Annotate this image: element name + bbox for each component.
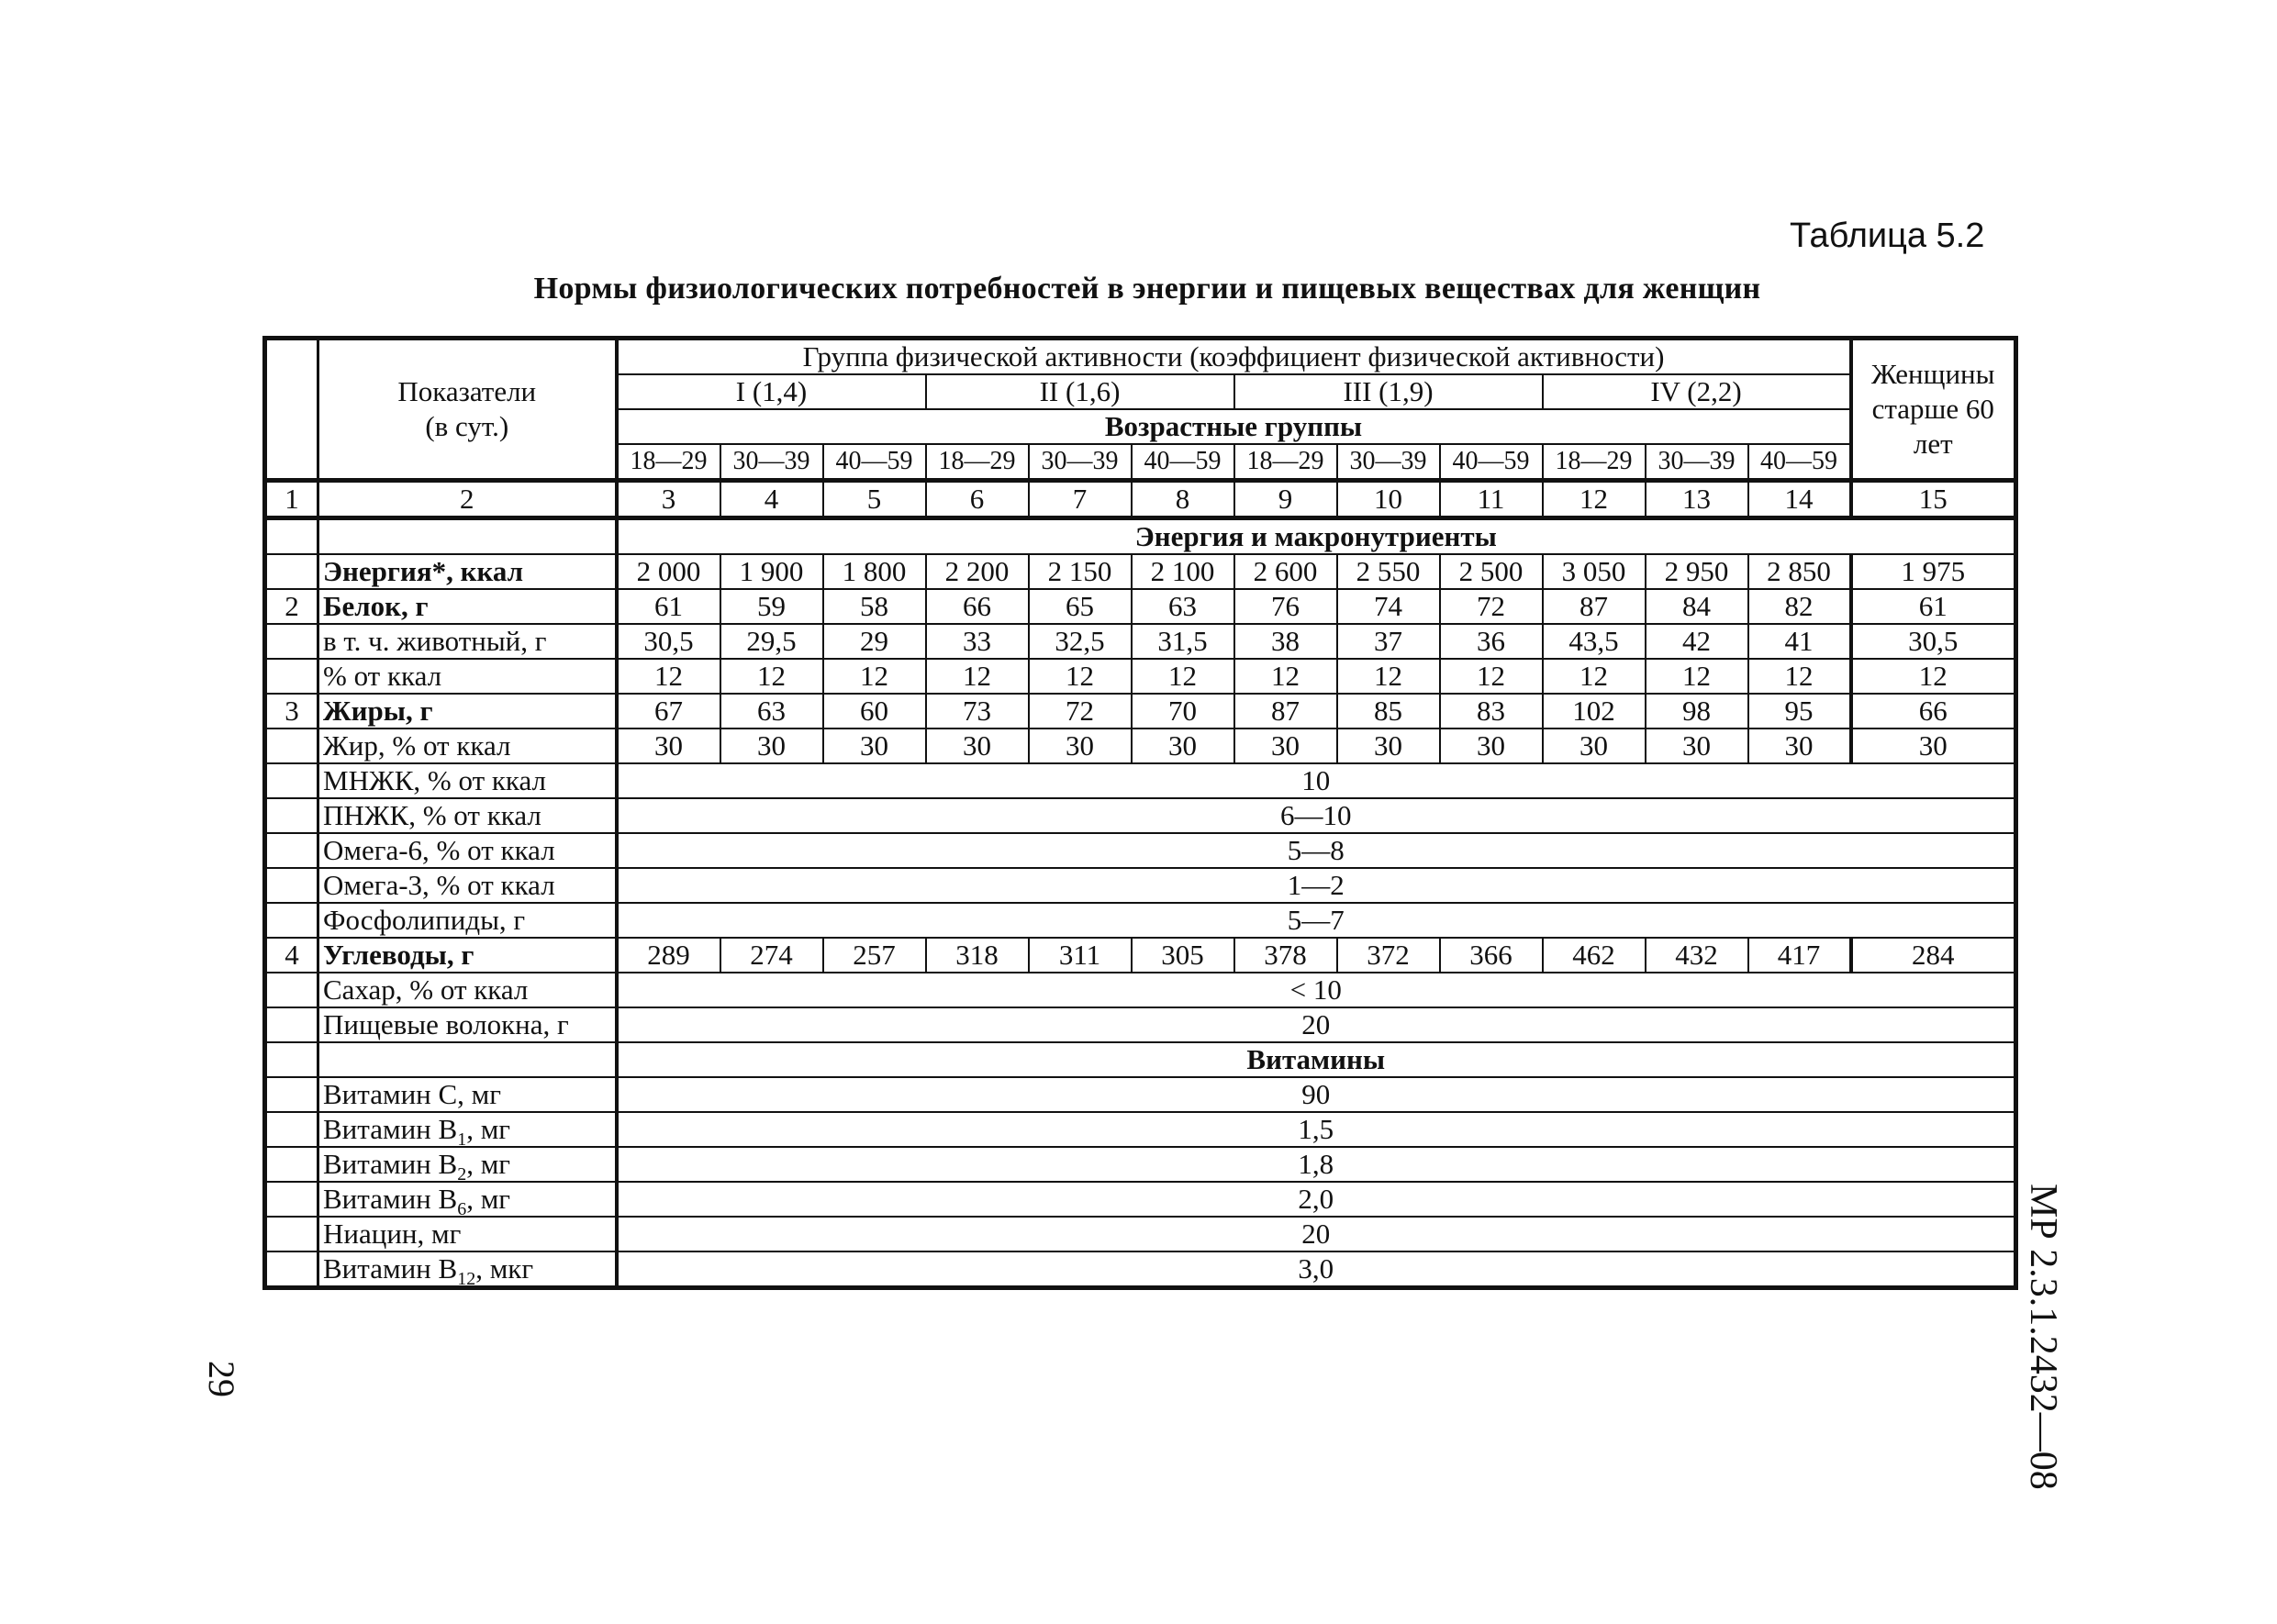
- value-cell: 32,5: [1029, 624, 1132, 659]
- table-row: [265, 973, 2016, 1007]
- value-cell: 12: [1029, 659, 1132, 694]
- value-cell: 95: [1748, 694, 1851, 729]
- row-number: 3: [265, 694, 318, 729]
- row-number: [265, 1251, 318, 1288]
- merged-value-cell: 10: [617, 763, 2016, 798]
- vitamin-label: [318, 1182, 617, 1217]
- column-number-cell: 8: [1132, 481, 1234, 518]
- age-group-cell: 40—59: [823, 444, 926, 481]
- column-number-cell: 2: [318, 481, 617, 518]
- row-label: Омега-6, % от ккал: [318, 833, 617, 868]
- value-cell: 2 950: [1646, 554, 1748, 589]
- table-row: [265, 903, 2016, 938]
- indicator-header: [318, 339, 617, 481]
- value-cell: 87: [1234, 694, 1337, 729]
- value-cell: 2 000: [617, 554, 720, 589]
- norms-table: [262, 336, 2018, 1290]
- section-row: [265, 1042, 2016, 1077]
- value-cell: 72: [1029, 694, 1132, 729]
- value-cell: 84: [1646, 589, 1748, 624]
- vitamin-name: Витамин В: [323, 1113, 458, 1145]
- value-cell: 12: [720, 659, 823, 694]
- value-cell: 2 550: [1337, 554, 1440, 589]
- table-row: [265, 798, 2016, 833]
- value-cell: 30: [1543, 729, 1646, 763]
- value-cell: 30: [617, 729, 720, 763]
- header-num-cell: [265, 339, 318, 481]
- value-cell: 102: [1543, 694, 1646, 729]
- column-number-cell: 15: [1851, 481, 2016, 518]
- value-cell: 74: [1337, 589, 1440, 624]
- activity-group-header: Группа физической активности (коэффициент физической активности): [617, 339, 1851, 375]
- table-row: [265, 1251, 2016, 1288]
- value-cell: 417: [1748, 938, 1851, 973]
- value-cell: 36: [1440, 624, 1543, 659]
- value-cell: 30: [1748, 729, 1851, 763]
- value-cell: 30: [1851, 729, 2016, 763]
- table-row: [265, 729, 2016, 763]
- value-cell: 12: [1851, 659, 2016, 694]
- row-label: Жир, % от ккал: [318, 729, 617, 763]
- value-cell: 66: [1851, 694, 2016, 729]
- value-cell: 30: [926, 729, 1029, 763]
- merged-value-cell: 1,8: [617, 1147, 2016, 1182]
- value-cell: 12: [1337, 659, 1440, 694]
- row-number: [265, 659, 318, 694]
- row-number: [265, 798, 318, 833]
- row-label-cell: [318, 1042, 617, 1077]
- value-cell: 83: [1440, 694, 1543, 729]
- value-cell: 63: [1132, 589, 1234, 624]
- vitamin-name: Витамин В: [323, 1252, 458, 1285]
- merged-value-cell: 5—7: [617, 903, 2016, 938]
- column-number-cell: 14: [1748, 481, 1851, 518]
- column-number-cell: 6: [926, 481, 1029, 518]
- row-label: ПНЖК, % от ккал: [318, 798, 617, 833]
- value-cell: 1 975: [1851, 554, 2016, 589]
- row-label: Фосфолипиды, г: [318, 903, 617, 938]
- group-header-2: II (1,6): [926, 374, 1234, 409]
- row-number: [265, 1147, 318, 1182]
- value-cell: 432: [1646, 938, 1748, 973]
- document-code: МР 2.3.1.2432—08: [2022, 1184, 2064, 1490]
- vitamin-name: Витамин С, мг: [323, 1078, 502, 1110]
- value-cell: 37: [1337, 624, 1440, 659]
- column-number-cell: 12: [1543, 481, 1646, 518]
- value-cell: 59: [720, 589, 823, 624]
- column-number-cell: 10: [1337, 481, 1440, 518]
- value-cell: 372: [1337, 938, 1440, 973]
- vitamin-label: [318, 1217, 617, 1251]
- value-cell: 2 150: [1029, 554, 1132, 589]
- row-number: [265, 1007, 318, 1042]
- row-num-cell: [265, 518, 318, 555]
- value-cell: 2 850: [1748, 554, 1851, 589]
- value-cell: 12: [1748, 659, 1851, 694]
- value-cell: 12: [1132, 659, 1234, 694]
- merged-value-cell: 2,0: [617, 1182, 2016, 1217]
- row-label: Жиры, г: [318, 694, 617, 729]
- value-cell: 82: [1748, 589, 1851, 624]
- value-cell: 98: [1646, 694, 1748, 729]
- vitamin-subscript: 2: [457, 1164, 467, 1182]
- value-cell: 30: [823, 729, 926, 763]
- value-cell: 366: [1440, 938, 1543, 973]
- value-cell: 67: [617, 694, 720, 729]
- age-group-cell: 40—59: [1440, 444, 1543, 481]
- table-row: [265, 763, 2016, 798]
- section-title: Витамины: [617, 1042, 2016, 1077]
- value-cell: 274: [720, 938, 823, 973]
- value-cell: 378: [1234, 938, 1337, 973]
- age-group-cell: 18—29: [1543, 444, 1646, 481]
- age-group-cell: 40—59: [1132, 444, 1234, 481]
- section-title: Энергия и макронутриенты: [617, 518, 2016, 555]
- value-cell: 66: [926, 589, 1029, 624]
- value-cell: 12: [1543, 659, 1646, 694]
- row-label: Энергия*, ккал: [318, 554, 617, 589]
- table-row: [265, 1077, 2016, 1112]
- merged-value-cell: 90: [617, 1077, 2016, 1112]
- row-number: [265, 1217, 318, 1251]
- column-number-cell: 7: [1029, 481, 1132, 518]
- row-num-cell: [265, 1042, 318, 1077]
- value-cell: 70: [1132, 694, 1234, 729]
- vitamin-label: [318, 1077, 617, 1112]
- merged-value-cell: 20: [617, 1007, 2016, 1042]
- vitamin-name: Витамин В: [323, 1183, 458, 1215]
- value-cell: 38: [1234, 624, 1337, 659]
- column-number-cell: 11: [1440, 481, 1543, 518]
- value-cell: 30: [1646, 729, 1748, 763]
- row-number: [265, 554, 318, 589]
- row-number: 4: [265, 938, 318, 973]
- value-cell: 30: [1132, 729, 1234, 763]
- row-label: % от ккал: [318, 659, 617, 694]
- table-row: [265, 1112, 2016, 1147]
- row-label-cell: [318, 518, 617, 555]
- vitamin-unit: , мкг: [475, 1252, 534, 1285]
- value-cell: 72: [1440, 589, 1543, 624]
- table-title: Нормы физиологических потребностей в энергии и пищевых веществах для женщин: [533, 272, 1761, 306]
- row-label: Омега-3, % от ккал: [318, 868, 617, 903]
- row-number: 2: [265, 589, 318, 624]
- value-cell: 12: [1234, 659, 1337, 694]
- vitamin-unit: , мг: [466, 1183, 511, 1215]
- value-cell: 318: [926, 938, 1029, 973]
- value-cell: 30: [1440, 729, 1543, 763]
- row-number: [265, 729, 318, 763]
- table-row: [265, 1007, 2016, 1042]
- value-cell: 3 050: [1543, 554, 1646, 589]
- value-cell: 60: [823, 694, 926, 729]
- age-groups-header: Возрастные группы: [617, 409, 1851, 444]
- value-cell: 85: [1337, 694, 1440, 729]
- age-group-cell: 18—29: [926, 444, 1029, 481]
- row-label: Углеводы, г: [318, 938, 617, 973]
- vitamin-label: [318, 1147, 617, 1182]
- value-cell: 61: [617, 589, 720, 624]
- value-cell: 1 900: [720, 554, 823, 589]
- value-cell: 43,5: [1543, 624, 1646, 659]
- table-row: [265, 694, 2016, 729]
- table-label: Таблица 5.2: [1790, 217, 1985, 255]
- age-group-cell: 30—39: [1029, 444, 1132, 481]
- group-header-1: I (1,4): [617, 374, 926, 409]
- value-cell: 284: [1851, 938, 2016, 973]
- value-cell: 29,5: [720, 624, 823, 659]
- merged-value-cell: 3,0: [617, 1251, 2016, 1288]
- older-women-header: Женщины старше 60 лет: [1851, 339, 2016, 481]
- table-row: [265, 1217, 2016, 1251]
- age-group-cell: 30—39: [720, 444, 823, 481]
- value-cell: 12: [1440, 659, 1543, 694]
- table-row: [265, 938, 2016, 973]
- age-group-cell: 18—29: [1234, 444, 1337, 481]
- indicator-header-line2: (в сут.): [425, 410, 509, 442]
- vitamin-label: [318, 1112, 617, 1147]
- table-row: [265, 833, 2016, 868]
- value-cell: 42: [1646, 624, 1748, 659]
- page-number: 29: [201, 1361, 242, 1397]
- vitamin-subscript: 6: [457, 1199, 467, 1217]
- merged-value-cell: 6—10: [617, 798, 2016, 833]
- value-cell: 30,5: [1851, 624, 2016, 659]
- value-cell: 30,5: [617, 624, 720, 659]
- value-cell: 1 800: [823, 554, 926, 589]
- row-number: [265, 1112, 318, 1147]
- vitamin-label: [318, 1251, 617, 1288]
- value-cell: 61: [1851, 589, 2016, 624]
- row-number: [265, 763, 318, 798]
- value-cell: 289: [617, 938, 720, 973]
- value-cell: 30: [1234, 729, 1337, 763]
- value-cell: 31,5: [1132, 624, 1234, 659]
- value-cell: 2 100: [1132, 554, 1234, 589]
- vitamin-subscript: 1: [457, 1129, 467, 1147]
- row-label: Белок, г: [318, 589, 617, 624]
- age-group-cell: 18—29: [617, 444, 720, 481]
- vitamin-name: Витамин В: [323, 1148, 458, 1180]
- age-group-cell: 30—39: [1337, 444, 1440, 481]
- value-cell: 87: [1543, 589, 1646, 624]
- table-row: [265, 589, 2016, 624]
- value-cell: 462: [1543, 938, 1646, 973]
- column-number-cell: 9: [1234, 481, 1337, 518]
- value-cell: 33: [926, 624, 1029, 659]
- row-label: в т. ч. животный, г: [318, 624, 617, 659]
- merged-value-cell: 20: [617, 1217, 2016, 1251]
- table-row: [265, 554, 2016, 589]
- column-number-cell: 1: [265, 481, 318, 518]
- merged-value-cell: 5—8: [617, 833, 2016, 868]
- table-row: [265, 1182, 2016, 1217]
- age-group-cell: 40—59: [1748, 444, 1851, 481]
- table-row: [265, 659, 2016, 694]
- row-label: Сахар, % от ккал: [318, 973, 617, 1007]
- value-cell: 12: [617, 659, 720, 694]
- section-row: [265, 518, 2016, 555]
- value-cell: 41: [1748, 624, 1851, 659]
- column-number-cell: 4: [720, 481, 823, 518]
- column-number-cell: 3: [617, 481, 720, 518]
- group-header-3: III (1,9): [1234, 374, 1543, 409]
- value-cell: 12: [926, 659, 1029, 694]
- vitamin-subscript: 12: [457, 1269, 476, 1288]
- row-number: [265, 868, 318, 903]
- merged-value-cell: 1,5: [617, 1112, 2016, 1147]
- value-cell: 311: [1029, 938, 1132, 973]
- table-row: [265, 868, 2016, 903]
- value-cell: 12: [823, 659, 926, 694]
- row-number: [265, 833, 318, 868]
- value-cell: 65: [1029, 589, 1132, 624]
- column-number-cell: 5: [823, 481, 926, 518]
- merged-value-cell: 1—2: [617, 868, 2016, 903]
- vitamin-unit: , мг: [466, 1148, 511, 1180]
- merged-value-cell: < 10: [617, 973, 2016, 1007]
- row-number: [265, 1182, 318, 1217]
- group-header-4: IV (2,2): [1543, 374, 1851, 409]
- table-row: [265, 624, 2016, 659]
- row-label: Пищевые волокна, г: [318, 1007, 617, 1042]
- value-cell: 30: [1029, 729, 1132, 763]
- column-number-cell: 13: [1646, 481, 1748, 518]
- value-cell: 58: [823, 589, 926, 624]
- row-number: [265, 903, 318, 938]
- row-number: [265, 973, 318, 1007]
- value-cell: 76: [1234, 589, 1337, 624]
- value-cell: 63: [720, 694, 823, 729]
- value-cell: 30: [1337, 729, 1440, 763]
- value-cell: 29: [823, 624, 926, 659]
- value-cell: 2 600: [1234, 554, 1337, 589]
- value-cell: 2 200: [926, 554, 1029, 589]
- value-cell: 2 500: [1440, 554, 1543, 589]
- age-group-cell: 30—39: [1646, 444, 1748, 481]
- value-cell: 257: [823, 938, 926, 973]
- row-number: [265, 1077, 318, 1112]
- table-row: [265, 1147, 2016, 1182]
- value-cell: 12: [1646, 659, 1748, 694]
- row-label: МНЖК, % от ккал: [318, 763, 617, 798]
- value-cell: 73: [926, 694, 1029, 729]
- row-number: [265, 624, 318, 659]
- vitamin-unit: , мг: [466, 1113, 511, 1145]
- value-cell: 305: [1132, 938, 1234, 973]
- indicator-header-line1: Показатели: [397, 375, 537, 407]
- vitamin-name: Ниацин, мг: [323, 1218, 462, 1250]
- value-cell: 30: [720, 729, 823, 763]
